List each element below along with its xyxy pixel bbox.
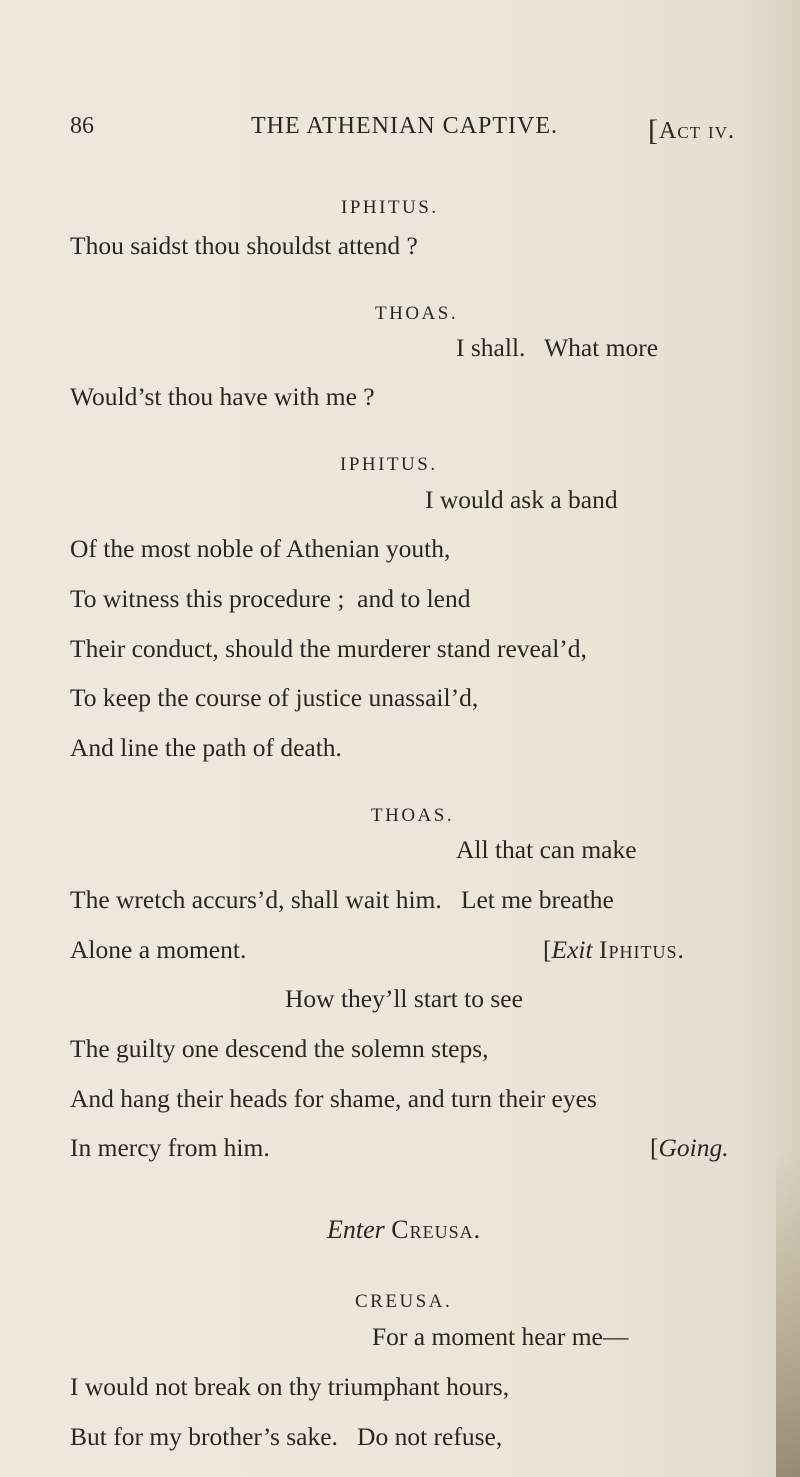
stage-direction-exit	[543, 937, 685, 963]
verse-line: And hang their heads for shame, and turn their eyes	[70, 1084, 597, 1113]
running-title: THE ATHENIAN CAPTIVE.	[251, 113, 558, 139]
entrance-character: Creusa.	[391, 1215, 482, 1244]
page-edge-shadow	[776, 1150, 800, 1477]
direction-bracket: [	[543, 935, 552, 964]
verse-line: Of the most noble of Athenian youth,	[70, 534, 451, 563]
verse-line: The wretch accurs’d, shall wait him. Let me breathe	[70, 885, 614, 914]
verse-line: In mercy from him.	[70, 1133, 270, 1162]
direction-verb: Going.	[658, 1133, 729, 1162]
verse-line: And line the path of death.	[70, 733, 342, 762]
speaker-name: IPHITUS.	[340, 454, 438, 475]
page-number: 86	[70, 113, 94, 139]
verse-line: Thou saidst thou shouldst attend ?	[70, 231, 418, 260]
verse-line: To keep the course of justice unassail’d,	[70, 683, 479, 712]
speaker-name: CREUSA.	[355, 1291, 453, 1312]
act-indicator	[648, 114, 735, 147]
speaker-name: THOAS.	[371, 805, 455, 826]
act-label: Act iv.	[659, 118, 735, 144]
verse-line: Would’st thou have with me ?	[70, 382, 375, 411]
direction-verb: Exit	[551, 935, 593, 964]
verse-line: How they’ll start to see	[285, 984, 523, 1013]
entrance-verb: Enter	[327, 1215, 385, 1244]
speaker-name: THOAS.	[375, 303, 459, 324]
verse-line: All that can make	[456, 835, 637, 864]
verse-line: The guilty one descend the solemn steps,	[70, 1034, 489, 1063]
verse-line: For a moment hear me—	[372, 1322, 629, 1351]
entrance-direction	[327, 1217, 481, 1243]
act-bracket: [	[648, 114, 659, 147]
stage-direction-going	[650, 1135, 729, 1161]
speaker-name: IPHITUS.	[341, 197, 439, 218]
direction-bracket: [	[650, 1133, 659, 1162]
verse-line: Their conduct, should the murderer stand reveal’d,	[70, 634, 587, 663]
verse-line: I would not break on thy triumphant hours,	[70, 1372, 510, 1401]
direction-character: Iphitus.	[598, 935, 685, 964]
verse-line: To witness this procedure ; and to lend	[70, 584, 471, 613]
verse-line: I would ask a band	[425, 485, 618, 514]
verse-line: But for my brother’s sake. Do not refuse,	[70, 1422, 503, 1451]
verse-line: I shall. What more	[456, 333, 659, 362]
verse-line: Alone a moment.	[70, 935, 247, 964]
